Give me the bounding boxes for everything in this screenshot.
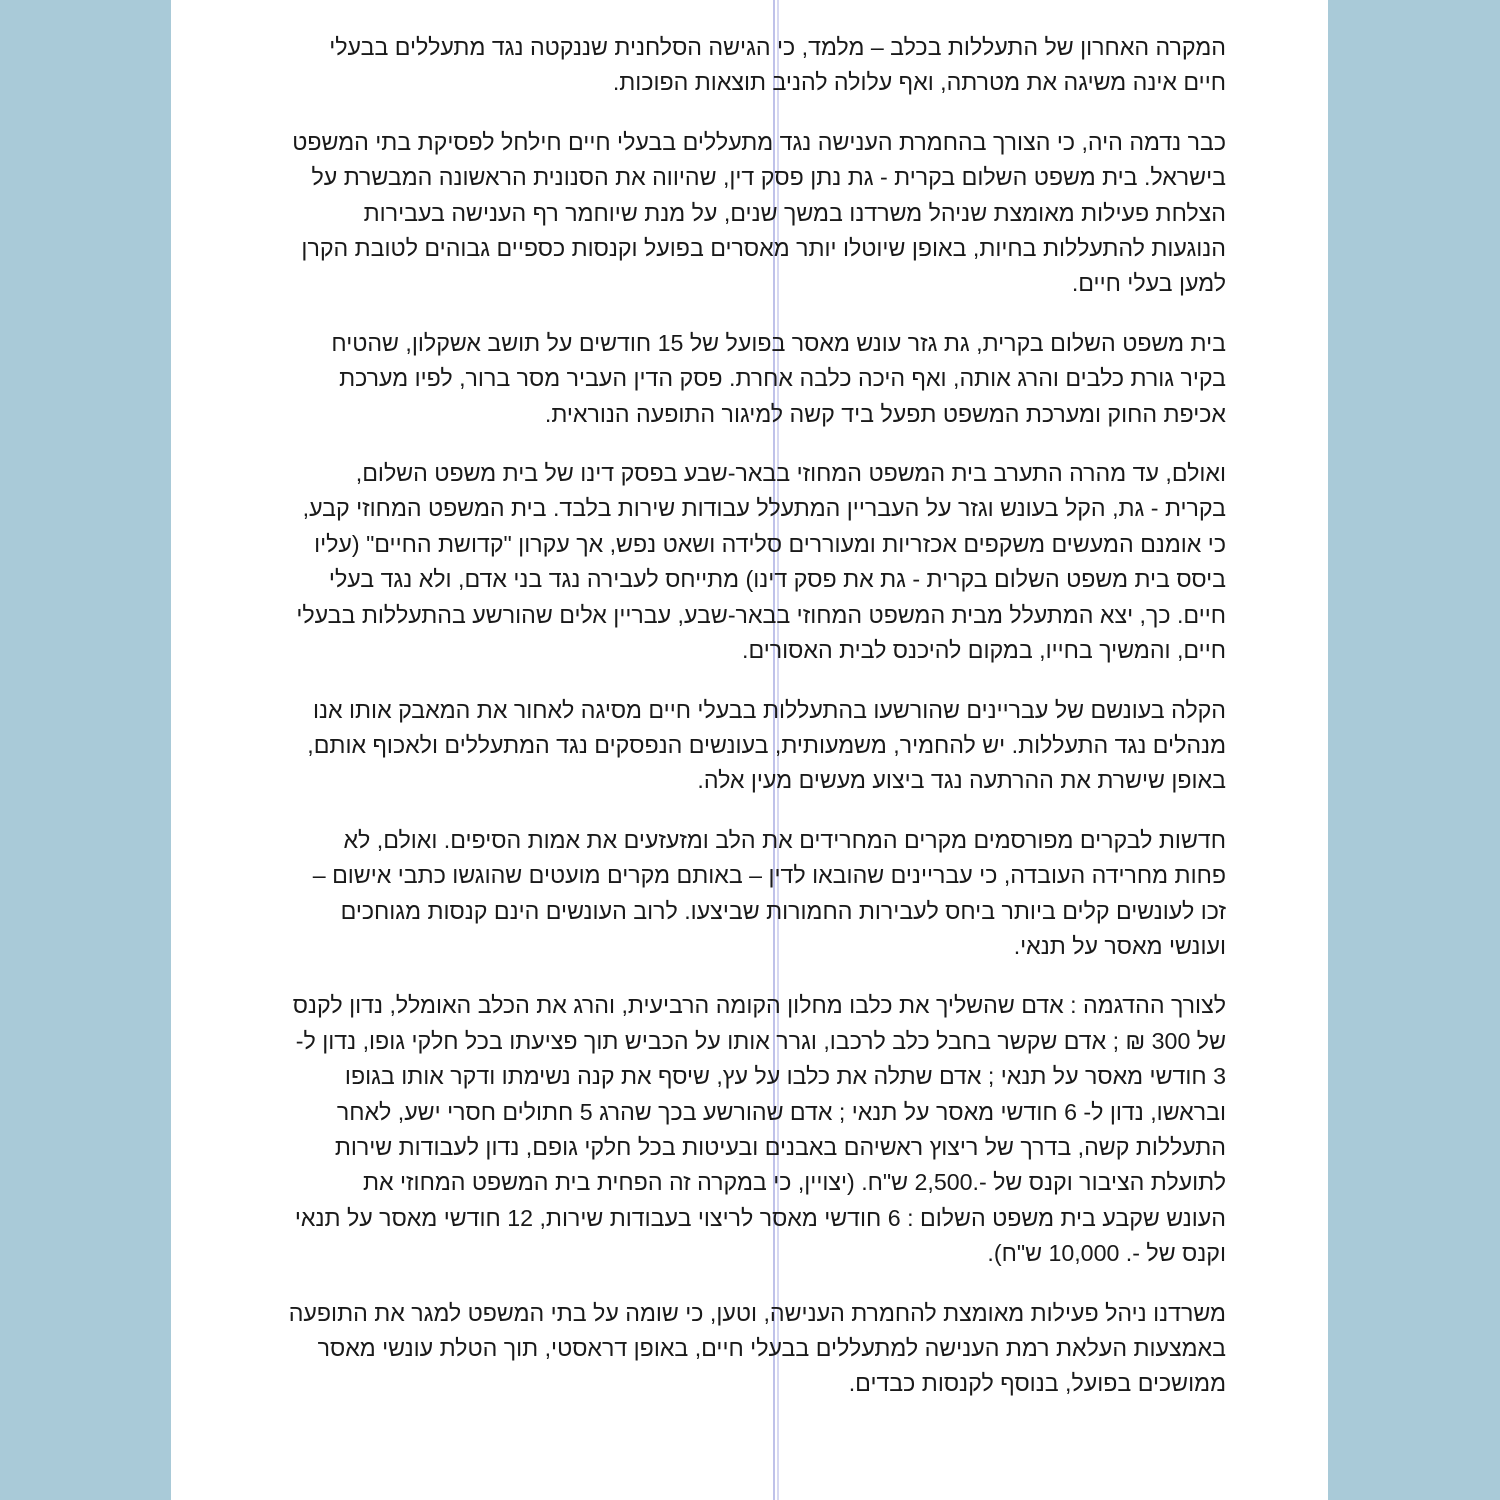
text-line: חיים. כך, יצא המתעלל מבית המשפט המחוזי בבאר-שבע, עבריין אלים שהורשע בהתעללות בבעלי [296, 601, 1226, 628]
text-line: מנהלים נגד התעללות. יש להחמיר, משמעותית, בעונשים הנפסקים נגד המתעללים ולאכוף אותם, [307, 731, 1226, 758]
text-line: באופן שישרת את ההרתעה נגד ביצוע מעשים מעין אלה. [697, 767, 1226, 794]
paragraph-1 [221, 30, 1226, 101]
paragraph-3 [221, 326, 1226, 432]
text-line: באמצעות העלאת רמת הענישה למתעללים בבעלי חיים, באופן דראסטי, תוך הטלת עונשי מאסר [317, 1335, 1226, 1361]
text-line: חיים, והמשיך בחייו, במקום להיכנס לבית האסורים. [742, 637, 1226, 664]
text-line: כבר נדמה היה, כי הצורך בהחמרת הענישה נגד מתעללים בבעלי חיים חילחל לפסיקת בתי המשפט [292, 128, 1226, 155]
text-line: הצלחת פעילות מאומצת שניהל משרדנו במשך שנים, על מנת שיוחמר רף הענישה בעבירות [363, 199, 1226, 226]
paragraph-7 [221, 988, 1226, 1271]
text-line: הקלה בעונשם של עבריינים שהורשעו בהתעללות בבעלי חיים מסיגה לאחור את המאבק אותו אנו [312, 696, 1226, 723]
text-line: חיים אינה משיגה את מטרתה, ואף עלולה להניב תוצאות הפוכות. [612, 69, 1226, 96]
text-line: ממושכים בפועל, בנוסף לקנסות כבדים. [848, 1370, 1226, 1397]
text-line: חדשות לבקרים מפורסמים מקרים המחרידים את הלב ומזעזעים את אמות הסיפים. ואולם, לא [343, 826, 1226, 853]
text-line: המקרה האחרון של התעללות בכלב – מלמד, כי הגישה הסלחנית שננקטה נגד מתעללים בבעלי [329, 34, 1226, 60]
text-line: הנוגעות להתעללות בחיות, באופן שיוטלו יותר מאסרים בפועל וקנסות כספיים גבוהים לטובת הקרן [301, 235, 1226, 262]
text-line: אכיפת החוק ומערכת המשפט תפעל ביד קשה למיגור התופעה הנוראית. [544, 400, 1226, 427]
text-line: לתועלת הציבור וקנס של -.2,500 ש"ח. (יצויין, כי במקרה זה הפחית בית המשפט המחוזי את [363, 1169, 1226, 1196]
text-line: בישראל. בית משפט השלום בקרית - גת נתן פסק דין, שהיווה את הסנונית הראשונה המבשרת על [311, 164, 1226, 191]
text-line: התעללות קשה, בדרך של ריצוץ ראשיהם באבנים ובעיטות בכל חלקי גופם, נדון לעבודות שירות [334, 1133, 1226, 1160]
paragraph-6 [221, 823, 1226, 965]
text-line: של 300 ₪ ; אדם שקשר בחבל כלב לרכבו, וגרר אותו על הכביש תוך פציעתו בכל חלקי גופו, נדון ל- [295, 1027, 1226, 1054]
text-line: העונש שקבע בית משפט השלום : 6 חודשי מאסר לריצוי בעבודות שירות, 12 חודשי מאסר על תנאי [294, 1204, 1226, 1231]
text-line: ביסס בית משפט השלום בקרית - גת את פסק דינו) מתייחס לעבירה נגד בני אדם, ולא נגד בעלי [328, 566, 1226, 593]
text-line: בית משפט השלום בקרית, גת גזר עונש מאסר בפועל של 15 חודשים על תושב אשקלון, שהטיח [331, 329, 1226, 356]
text-line: בקיר גורת כלבים והרג אותה, ואף היכה כלבה אחרת. פסק הדין העביר מסר ברור, לפיו מערכת [339, 365, 1226, 392]
scanned-page [171, 0, 1328, 1500]
text-line: משרדנו ניהל פעילות מאומצת להחמרת הענישה, וטען, כי שומה על בתי המשפט למגר את התופעה [288, 1299, 1226, 1326]
text-line: לצורך ההדגמה : אדם שהשליך את כלבו מחלון הקומה הרביעית, והרג את הכלב האומלל, נדון לקנס [292, 992, 1226, 1019]
paragraph-4 [221, 456, 1226, 668]
text-line: וקנס של -. 10,000 ש"ח). [987, 1240, 1226, 1267]
text-line: פחות מחרידה העובדה, כי עבריינים שהובאו לדין – באותם מקרים מועטים שהוגשו כתבי אישום – [312, 862, 1226, 889]
document-body [221, 30, 1226, 1426]
paragraph-5 [221, 693, 1226, 799]
paragraph-2 [221, 125, 1226, 302]
text-line: זכו לעונשים קלים ביותר ביחס לעבירות החמורות שביצעו. לרוב העונשים הינם קנסות מגוחכים [340, 897, 1226, 924]
text-line: כי אומנם המעשים משקפים אכזריות ומעוררים סלידה ושאט נפש, אך עקרון "קדושת החיים" (עליו [314, 530, 1226, 557]
text-line: ועונשי מאסר על תנאי. [1013, 932, 1226, 959]
text-line: בקרית - גת, הקל בעונש וגזר על העבריין המתעלל עבודות שירות בלבד. בית המשפט המחוזי קבע, [302, 495, 1226, 522]
text-line: למען בעלי חיים. [1071, 270, 1226, 297]
paragraph-8 [221, 1296, 1226, 1402]
text-line: ובראשו, נדון ל- 6 חודשי מאסר על תנאי ; אדם שהורשע בכך שהרג 5 חתולים חסרי ישע, לאחר [336, 1098, 1226, 1125]
text-line: 3 חודשי מאסר על תנאי ; אדם שתלה את כלבו על עץ, שיסף את קנה נשימתו ודקר אותו בגופו [344, 1063, 1226, 1090]
text-line: ואולם, עד מהרה התערב בית המשפט המחוזי בבאר-שבע בפסק דינו של בית משפט השלום, [355, 460, 1226, 487]
